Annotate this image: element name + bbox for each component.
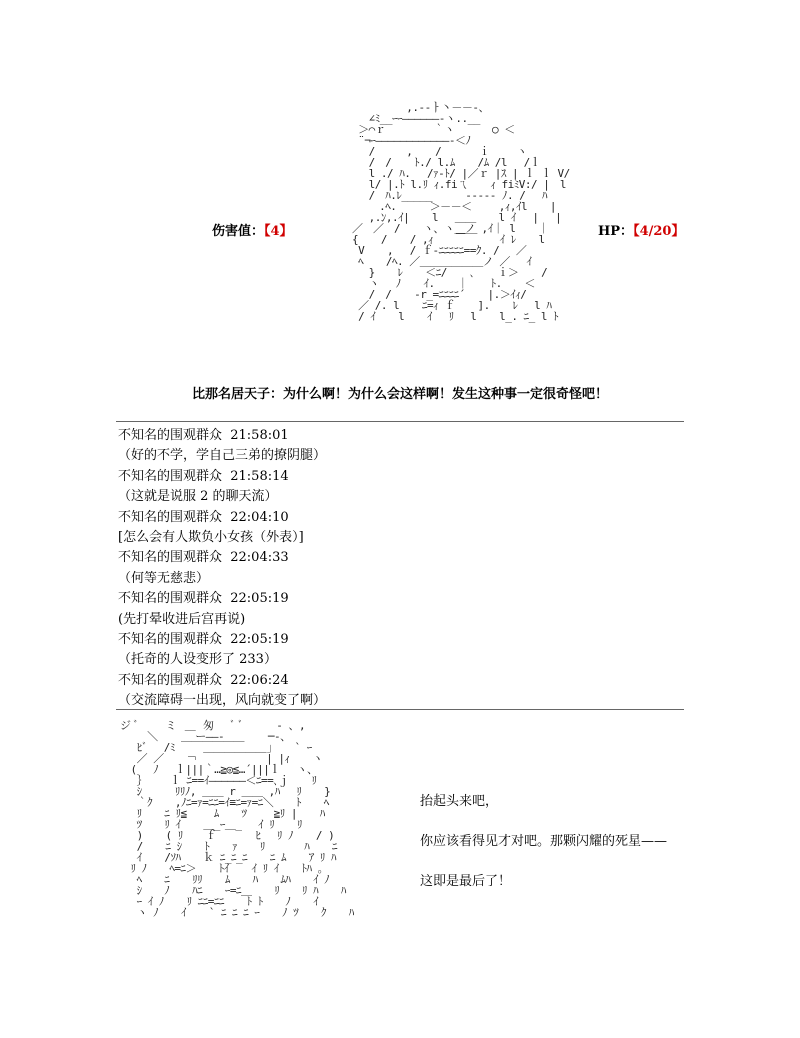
chat-message: （交流障碍一出现，风向就变了啊） — [118, 693, 327, 709]
hp-label: HP： — [598, 224, 634, 239]
chat-message: （这就是说服 2 的聊天流） — [118, 489, 278, 505]
chat-message: (先打晕收进后宫再说) — [118, 611, 246, 627]
damage-value: 【4】 — [264, 224, 293, 239]
damage-display — [212, 220, 293, 239]
divider-top — [116, 421, 684, 422]
chat-user-line: 不知名的围观群众 22:05:19 — [118, 591, 289, 607]
chat-user-line: 不知名的围观群众 22:04:33 — [118, 550, 289, 566]
ascii-art-figure-top: ,.-‐ￂ丶－－‐、 ∠ﾐ__ｰｰ――――――-ヽ..__ ＞⌒ｒ ｀ヽ ○ ＜ ¨¬ｰ――――――――――――‐＜ﾉ / , / ｉ ヽ / / ﾄ./ l.ﾑ /ﾑ /l /ｌ l ./ ﾊ. /ｧ‐ﾄ/ |／ｒ |ｽ | ｌ ｌ V/ l/ |.ﾄ l.ﾘ ｨ.fiㄟ ｨ fiﾐV:/ | l / ﾊ.ﾚ_____ ----- ﾉ. / ﾊ .ﾍ. ＞－－＜ ,ｨ,ｲl | ,.ﾝ,.ｲ| l ＿＿ l ｲ | | ／ ／ / ヽ、ヽ＿ノ ,ｲ｜ l ｜ { / / ,ｨ ￣￣ ｲ ﾚ l V , / ｆ‐ﾆﾆﾆﾆﾆ==ｸ. / ／ ﾍ /ﾍ. ／＿＿＿＿＿＿ノ ／ ｲ } ﾚ ＜ﾆ/ ､ ｉ＞ / ヽ ﾉ ｲ. ｜ ﾄ. ＜ / / -r_=ﾆﾆﾆﾆ´ |.＞ｲｨ/ ／ /. l ﾆ=ｨ ｆ ]. ﾚ l ﾊ / ｲ l ｲ ﾘ l l_. ﾆ_ l ﾄ — [351, 101, 570, 323]
chat-log — [118, 426, 326, 711]
chat-user-line: 不知名的围观群众 22:05:19 — [118, 631, 289, 647]
chat-message: （托奇的人设变形了 233） — [118, 652, 277, 668]
ascii-art-figure-bottom: ジ ﾞ ミ 匆 ﾞ ﾞ ‐ 、, ＼ ￣ー――‐ ─-、 ﾋﾞ /ﾐ ￣￣￣￣￣￣ ｣ ` ｰ ／ ／ ￢ ￣￣￣￣￣￣| |ｨ ヽ ( ﾉ ｌ|||｀…≧◎≦…´|||ｌ ヽ、 ｝ ｌ ﾆ==ｲ――――――＜ﾆ==､ｊ ﾘ ｼ ﾘﾘﾉ, ＿＿ r ＿＿ ,ﾊ ﾘ } ｀ｸ ,ﾉﾆ=ｧ=ﾆﾆ=ｲ≡ﾆ=ｧ=ﾆ＼ ﾄ ﾍ ﾘ ﾆ ﾘ≦ ﾑ ﾂ ≧ﾘ | ﾊ ﾂ ﾘ ｲ ＿_ｰ＿_ ｲ ﾘ ﾘ ) ( ﾘ ｆ ﾋ ﾘ ﾉ / ) / ﾆ ｼ ﾄ ｧ ﾘ ﾊ ﾆ ｲ /ｿﾊ ｋ ﾆ_ﾆ_ﾆ ﾆ ﾑ ｱ ﾘ ﾊ ﾘ ﾉ ﾍ=ﾆ＞ ﾄｲ ｲ ﾘ ｲ ﾄﾊ ｡ ﾍ ﾆ ﾘﾘ ﾑ ﾊ ﾑﾊ ｲ ﾉ ｼ ﾉ ﾊﾆ ｰ=ﾆ＿ ﾘ ﾘ ﾊ ﾊ ｰ ｲ ﾉ ﾘ ﾆﾆ=ﾆﾆ ﾄ ﾄ ﾉ ｲ ヽ ﾉ ｲ ` ﾆ ﾆ ﾆ ｰ ﾉ ﾂ ｸ ﾊ — [120, 719, 354, 919]
chat-user-line: 不知名的围观群众 21:58:01 — [118, 428, 289, 443]
dialogue-line: 抬起头来吧， — [420, 794, 499, 809]
chat-message: （好的不学，学自己三弟的撩阴腿） — [118, 448, 327, 464]
dialogue-line: 这即是最后了！ — [420, 874, 512, 889]
dialogue-caption: 比那名居天子：为什么啊！为什么会这样啊！发生这种事一定很奇怪吧！ — [191, 387, 608, 402]
chat-user-line: 不知名的围观群众 21:58:14 — [118, 468, 289, 484]
chat-user-line: 不知名的围观群众 22:06:24 — [118, 672, 289, 688]
dialogue-block — [420, 792, 667, 912]
chat-message: [怎么会有人欺负小女孩（外表）] — [118, 529, 304, 545]
dialogue-line: 你应该看得见才对吧。那颗闪耀的死星—— — [420, 834, 668, 849]
hp-display — [598, 220, 684, 239]
divider-bottom — [116, 709, 684, 710]
chat-message: （何等无慈悲） — [118, 570, 210, 586]
chat-user-line: 不知名的围观群众 22:04:10 — [118, 509, 289, 525]
hp-value: 【4/20】 — [633, 224, 685, 239]
damage-label: 伤害值： — [212, 224, 265, 239]
